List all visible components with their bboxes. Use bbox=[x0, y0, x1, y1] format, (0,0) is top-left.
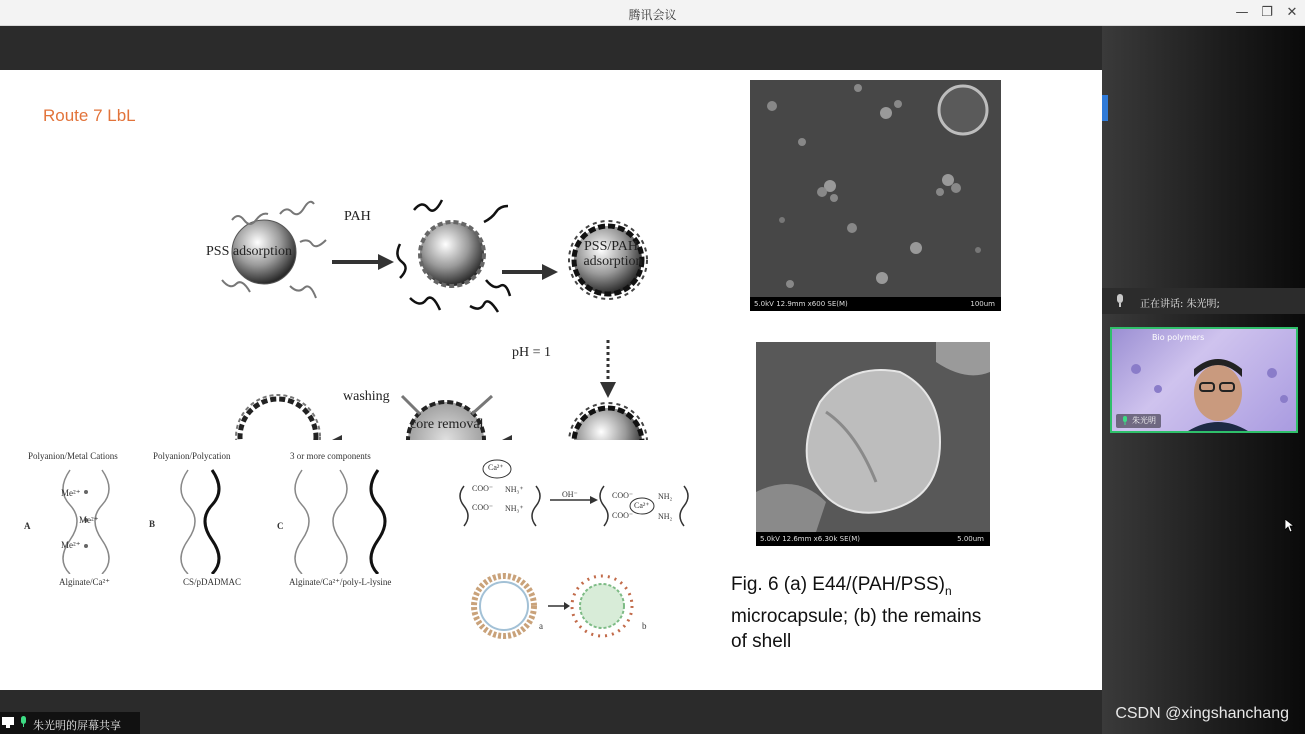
mic-icon bbox=[19, 716, 28, 728]
video-banner: Bio polymers bbox=[1152, 333, 1205, 342]
screen-share-label: 朱光明的屏幕共享 bbox=[33, 719, 121, 732]
restore-button[interactable]: ❐ bbox=[1261, 5, 1273, 20]
caption-line-2: microcapsule; (b) the remains bbox=[731, 605, 982, 627]
screen-share-indicator[interactable] bbox=[0, 712, 140, 734]
figure-caption bbox=[731, 572, 1021, 654]
pss-pah-label-2: adsorption bbox=[583, 254, 643, 269]
participant-name-tag bbox=[1116, 414, 1161, 428]
nh3-label-1: NH₃⁺ bbox=[505, 485, 524, 494]
crosslink-footer-b: CS/pDADMAC bbox=[183, 577, 242, 587]
sem1-info-bar bbox=[750, 297, 1001, 311]
me-label-1: Me²⁺ bbox=[61, 488, 81, 498]
coo-label-4: COO⁻ bbox=[612, 511, 634, 520]
pss-adsorption-label: PSS adsorption bbox=[206, 244, 292, 259]
mouse-cursor-icon bbox=[1285, 519, 1295, 533]
sem-image-microcapsules bbox=[750, 80, 1001, 311]
ca-label-2: Ca²⁺ bbox=[634, 501, 650, 510]
speaking-label: 正在讲话: 朱光明; bbox=[1140, 299, 1220, 310]
presentation-slide bbox=[0, 70, 1102, 690]
slide-title: Route 7 LbL bbox=[43, 106, 136, 125]
caption-line-1 bbox=[731, 572, 1021, 604]
crosslink-letter-a: A bbox=[24, 521, 31, 531]
minimize-button[interactable]: — bbox=[1235, 5, 1249, 20]
caption-line-3: of shell bbox=[731, 630, 792, 652]
washing-label: washing bbox=[343, 389, 390, 404]
participant-video-tile[interactable] bbox=[1110, 327, 1298, 433]
mic-on-icon bbox=[1121, 416, 1129, 426]
caption-line-1-text: Fig. 6 (a) E44/(PAH/PSS) bbox=[731, 574, 945, 595]
oh-label: OH⁻ bbox=[562, 490, 578, 499]
screen-share-icon bbox=[2, 717, 14, 728]
participant-name: 朱光明 bbox=[1132, 416, 1156, 425]
sem2-scale: 5.00um bbox=[957, 535, 984, 543]
participant-sidebar bbox=[1102, 26, 1305, 734]
crosslink-letter-b: B bbox=[149, 519, 156, 529]
window-title: 腾讯会议 bbox=[628, 8, 677, 22]
coo-label-2: COO⁻ bbox=[472, 503, 494, 512]
lbl-schematic bbox=[220, 130, 680, 440]
capsule-label-a: a bbox=[539, 621, 543, 631]
coated-core-sphere bbox=[569, 403, 647, 440]
crosslink-footer-c: Alginate/Ca²⁺/poly-L-lysine bbox=[289, 577, 392, 587]
ph-label: pH = 1 bbox=[512, 345, 552, 360]
coo-label-3: COO⁻ bbox=[612, 491, 634, 500]
nh2-label-2: NH₂ bbox=[658, 512, 673, 521]
crosslink-footer-a: Alginate/Ca²⁺ bbox=[59, 577, 110, 587]
sidebar-handle[interactable] bbox=[1102, 95, 1108, 121]
caption-subscript: n bbox=[945, 583, 952, 598]
me-label-3: Me²⁺ bbox=[61, 540, 81, 550]
sem2-info: 5.0kV 12.6mm x6.30k SE(M) bbox=[760, 535, 861, 543]
coo-label-1: COO⁻ bbox=[472, 484, 494, 493]
pah-adding-sphere bbox=[397, 200, 510, 312]
crosslink-header-a: Polyanion/Metal Cations bbox=[28, 451, 118, 461]
sem2-info-bar bbox=[756, 532, 990, 546]
nh2-label-1: NH₂ bbox=[658, 492, 673, 501]
pah-label: PAH bbox=[344, 209, 371, 224]
nh3-label-2: NH₃⁺ bbox=[505, 504, 524, 513]
sem1-info: 5.0kV 12.9mm x600 SE(M) bbox=[754, 300, 848, 308]
sem-image-shell bbox=[756, 342, 990, 546]
hollow-capsule bbox=[236, 395, 320, 440]
csdn-watermark: CSDN @xingshanchang bbox=[1115, 705, 1289, 722]
me-label-2: Me²⁺ bbox=[79, 515, 99, 525]
crosslink-letter-c: C bbox=[277, 521, 284, 531]
crosslink-header-b: Polyanion/Polycation bbox=[153, 451, 231, 461]
speaking-indicator bbox=[1102, 288, 1305, 314]
speaker-avatar-icon bbox=[1114, 294, 1126, 308]
capsule-label-b: b bbox=[642, 621, 647, 631]
window-titlebar bbox=[0, 0, 1305, 26]
crosslink-header-c: 3 or more components bbox=[290, 451, 371, 461]
core-removal-label: core removal bbox=[410, 417, 484, 432]
ca-label: Ca²⁺ bbox=[488, 463, 504, 472]
capsule-release-illustration bbox=[468, 570, 658, 646]
sem1-scale: 100um bbox=[970, 300, 995, 308]
pss-pah-label-1: PSS/PAH bbox=[584, 239, 638, 254]
close-button[interactable]: ✕ bbox=[1286, 5, 1298, 20]
